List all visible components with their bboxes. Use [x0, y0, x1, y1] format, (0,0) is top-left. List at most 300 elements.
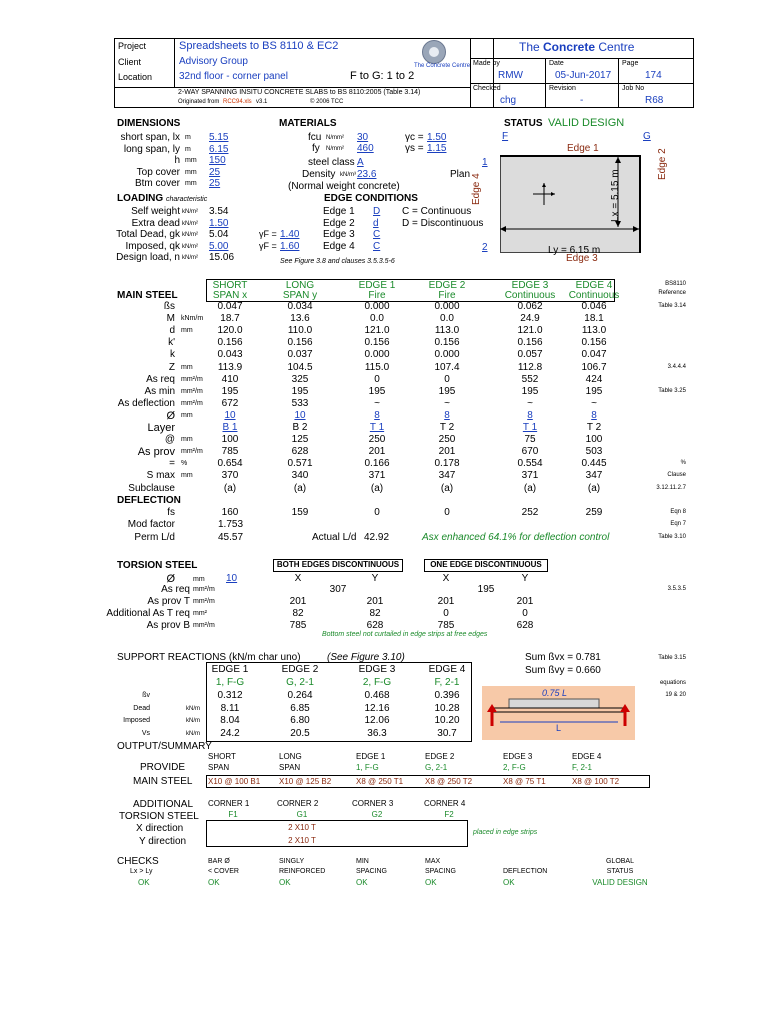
steel-value-cell: 104.5	[287, 361, 313, 373]
column-heading: EDGE 3	[511, 280, 549, 291]
steel-value-cell: 195	[438, 385, 456, 397]
x-direction-label: X direction	[136, 823, 184, 834]
steel-value-cell: T 2	[586, 422, 602, 433]
date-value: 05-Jun-2017	[555, 70, 612, 81]
torsion-steel-label: TORSION STEEL	[119, 811, 199, 822]
steel-value-cell: 370	[221, 470, 239, 482]
reactions-ref-equations: equations	[659, 680, 686, 686]
check-result: OK	[503, 878, 515, 887]
dimension-label: Btm cover	[134, 178, 180, 189]
load-label: Extra dead	[131, 217, 180, 229]
steel-value-cell: 503	[585, 446, 603, 458]
slab-subtitle: 2-WAY SPANNING INSITU CONCRETE SLABS to BS 8110:2005 (Table 3.14)	[178, 89, 421, 96]
concrete-centre-logo-icon	[422, 40, 446, 64]
reaction-row-unit: kN/m	[186, 705, 200, 712]
reaction-row-unit: kN/m	[186, 718, 200, 724]
load-value: 5.04	[209, 229, 229, 240]
steel-row-unit: mm²/m	[181, 387, 203, 395]
steel-value-cell[interactable]: T 1	[369, 422, 385, 433]
steel-value-cell: 250	[368, 434, 386, 446]
checks-title: CHECKS	[117, 856, 159, 867]
status-value: VALID DESIGN	[548, 117, 625, 129]
corner-y-steel: 2 X10 T	[288, 836, 316, 845]
steel-value-cell: 325	[291, 373, 309, 385]
one-y-value: 201	[516, 596, 534, 607]
steel-value-cell: 533	[291, 397, 309, 409]
steel-value-cell[interactable]: T 1	[522, 422, 538, 433]
deflection-note: Asx enhanced 64.1% for deflection control	[422, 532, 610, 543]
steel-value-cell: 0.034	[287, 301, 313, 312]
mod-factor-label: Mod factor	[127, 519, 175, 530]
actual-ld-value: 42.92	[364, 532, 390, 543]
steel-row-label: k	[170, 349, 175, 361]
check-heading: MAX	[425, 858, 441, 865]
steel-value-cell: B 2	[292, 422, 308, 433]
density-input[interactable]: 23.6	[357, 169, 377, 180]
gamma-c-input[interactable]: 1.50	[427, 132, 447, 143]
edge-2-label: Edge 2	[657, 148, 668, 180]
dimension-label: long span, ly	[123, 143, 180, 155]
load-value: 15.06	[209, 252, 235, 263]
steel-value-cell: 113.0	[434, 325, 460, 337]
steel-row-label: As deflection	[117, 397, 175, 409]
one-x-value: 785	[437, 620, 455, 631]
dimension-label: short span, lx	[120, 132, 180, 143]
steel-row-label: Layer	[147, 422, 175, 434]
fy-label: fy	[312, 143, 320, 154]
main-steel-label: MAIN STEEL	[133, 776, 193, 787]
output-heading: EDGE 2	[425, 752, 455, 761]
dimension-input[interactable]: 25	[209, 166, 221, 178]
corner-heading: CORNER 3	[352, 799, 394, 808]
steel-row-unit: kNm/m	[181, 315, 204, 323]
torsion-row-label: As req	[161, 584, 190, 595]
check-result: OK	[138, 878, 150, 887]
reference-note: Clause	[667, 472, 686, 479]
check-result: OK	[208, 878, 220, 887]
main-steel-title: MAIN STEEL	[117, 290, 178, 301]
steel-value-cell: (a)	[587, 482, 601, 494]
check-heading: GLOBAL	[605, 858, 634, 865]
torsion-diameter-unit: mm	[193, 576, 205, 583]
check-subheading: SPACING	[356, 868, 387, 875]
edge-condition-input[interactable]: C	[373, 229, 381, 240]
reaction-heading: EDGE 2	[281, 664, 319, 675]
edge-label: Edge 2	[323, 217, 355, 229]
steel-value-cell: 195	[368, 385, 386, 397]
fy-input[interactable]: 460	[357, 143, 374, 154]
steel-value-cell: 0.000	[364, 301, 390, 312]
checked-label: Checked	[473, 85, 501, 92]
perm-reference: Table 3.10	[658, 534, 686, 540]
steel-value-cell: 0.046	[581, 301, 607, 312]
output-title: OUTPUT/SUMMARY	[117, 741, 212, 752]
check-result: OK	[356, 878, 368, 887]
column-subheading: Continuous	[568, 290, 620, 301]
ref-subheading: Reference	[658, 290, 686, 296]
steel-value-cell: 121.0	[517, 325, 543, 337]
grid-2-label: 2	[482, 242, 488, 253]
check-subheading: < COVER	[208, 868, 239, 875]
sum-bvy: Sum ßvy = 0.660	[525, 665, 601, 676]
column-heading: SHORT	[212, 280, 248, 291]
steel-value-cell: 201	[368, 446, 386, 458]
reaction-value: 0.396	[434, 690, 460, 701]
one-edge-heading: ONE EDGE DISCONTINUOUS	[430, 560, 542, 569]
dimension-unit: mm	[185, 168, 197, 176]
revision-value: -	[580, 95, 584, 106]
steel-value-cell: 120.0	[217, 325, 243, 337]
gamma-f-input[interactable]: 1.60	[280, 240, 300, 252]
check-result: VALID DESIGN	[592, 878, 648, 887]
reaction-row-label: Dead	[133, 704, 150, 712]
steel-value-cell: 100	[221, 434, 239, 446]
load-label: Self weight	[131, 206, 180, 217]
steel-row-unit: mm²/m	[181, 399, 203, 407]
reaction-value: 0.468	[364, 690, 390, 701]
dimension-unit: m	[185, 134, 191, 141]
reaction-row-unit: kN/m	[186, 730, 200, 737]
column-heading: EDGE 4	[575, 280, 613, 291]
fs-value: 159	[291, 507, 309, 518]
both-y-value: 201	[366, 596, 384, 607]
steel-value-cell[interactable]: 8	[591, 409, 597, 421]
steel-value-cell: 371	[368, 470, 386, 482]
perm-ld-value: 45.57	[218, 532, 244, 543]
check-result: OK	[425, 878, 437, 887]
provided-steel-value: X8 @ 250 T1	[356, 777, 404, 786]
mod-reference: Eqn 7	[670, 521, 686, 527]
perm-ld-label: Perm L/d	[134, 532, 175, 543]
dimension-unit: mm	[185, 180, 197, 187]
check-subheading: REINFORCED	[279, 868, 326, 875]
edge-label: Edge 1	[323, 206, 355, 217]
reaction-value: 10.20	[434, 715, 460, 726]
fs-value: 160	[221, 507, 239, 518]
project-name: Spreadsheets to BS 8110 & EC2	[179, 40, 339, 52]
steel-value-cell: 0.000	[434, 301, 460, 312]
dimension-input[interactable]: 150	[209, 155, 226, 166]
reference-note: 3.4.4.4	[667, 363, 686, 370]
ly-dimension-label: Ly = 6.15 m	[548, 245, 601, 256]
steel-value-cell: 0.156	[517, 337, 543, 349]
steel-value-cell: 0.554	[517, 458, 543, 470]
load-label: Design load, n	[116, 252, 180, 263]
steel-value-cell: 113.0	[581, 325, 607, 337]
steel-value-cell: 340	[291, 470, 309, 482]
steel-value-cell[interactable]: 8	[374, 409, 380, 421]
load-value: 3.54	[209, 206, 229, 217]
output-heading: LONG	[279, 752, 302, 761]
edge-label: Edge 3	[323, 229, 355, 240]
density-label: Density	[302, 169, 336, 180]
made-by-label: Made by	[473, 60, 500, 67]
steel-value-cell: 0.166	[364, 458, 390, 470]
reaction-value: 30.7	[437, 727, 457, 739]
steel-value-cell: 195	[291, 385, 309, 397]
gamma-f-label: γF =	[259, 229, 277, 239]
corner-grid-ref: G2	[371, 810, 383, 819]
copyright: © 2006 TCC	[310, 99, 344, 105]
provide-label: PROVIDE	[140, 762, 186, 773]
edge-3-label: Edge 3	[566, 253, 598, 264]
steel-value-cell: 0.178	[434, 458, 460, 470]
steel-value-cell: 195	[521, 385, 539, 397]
gamma-f-input[interactable]: 1.40	[280, 229, 300, 240]
fs-value: 0	[444, 507, 450, 518]
steel-value-cell: ~	[444, 397, 450, 409]
diagram-075L-label: 0.75 L	[542, 688, 568, 698]
steel-value-cell[interactable]: 10	[224, 409, 236, 421]
steel-value-cell: 371	[521, 470, 539, 482]
both-edges-heading: BOTH EDGES DISCONTINUOUS	[276, 560, 400, 569]
output-subheading: SPAN	[208, 763, 230, 772]
steel-value-cell: 0.000	[364, 349, 390, 361]
edge-1-label: Edge 1	[567, 143, 599, 154]
steel-value-cell: ~	[591, 397, 597, 409]
steel-value-cell: 24.9	[520, 313, 540, 325]
steel-value-cell: 100	[585, 434, 603, 446]
steel-row-unit: mm²/m	[181, 375, 203, 383]
column-subheading: SPAN x	[212, 290, 248, 301]
see-figure-note: See Figure 3.8 and clauses 3.5.3.5-6	[280, 258, 395, 265]
edge-condition-input[interactable]: D	[373, 206, 381, 217]
torsion-reference: 3.5.3.5	[667, 586, 686, 592]
steel-row-label: @	[164, 434, 175, 446]
steel-value-cell: 0.156	[217, 337, 243, 349]
corner-grid-ref: F1	[228, 810, 238, 819]
gamma-s-input[interactable]: 1.15	[427, 143, 447, 154]
torsion-row-label: As prov T	[147, 596, 190, 607]
dimension-unit: m	[185, 145, 191, 153]
dimension-input[interactable]: 6.15	[209, 143, 229, 155]
check-subheading: STATUS	[606, 868, 634, 875]
torsion-title: TORSION STEEL	[117, 560, 198, 571]
mod-factor-value: 1.753	[218, 519, 244, 530]
steel-value-cell: (a)	[440, 482, 454, 494]
file-link[interactable]: RCC94.xls	[223, 99, 252, 105]
steel-value-cell: 672	[221, 397, 239, 409]
steel-value-cell: 0.000	[434, 349, 460, 361]
origin-label: Originated from	[178, 99, 220, 105]
reaction-value: 10.28	[434, 702, 460, 714]
output-subheading: G, 2-1	[425, 763, 448, 772]
output-subheading: SPAN	[279, 763, 301, 772]
reaction-value: 8.04	[220, 715, 240, 726]
edge-conditions-title: EDGE CONDITIONS	[324, 193, 418, 204]
steel-value-cell: 410	[221, 373, 239, 385]
steel-value-cell: 0.156	[364, 337, 390, 349]
made-by-value: RMW	[498, 70, 523, 81]
column-heading: LONG	[285, 280, 315, 291]
reactions-see-figure: (See Figure 3.10)	[327, 652, 405, 663]
page-value: 174	[645, 70, 662, 81]
one-value: 195	[477, 584, 495, 595]
corner-grid-ref: F2	[444, 810, 454, 819]
fcu-input[interactable]: 30	[357, 132, 369, 143]
steel-value-cell: 0.062	[517, 301, 543, 312]
steel-value-cell: (a)	[293, 482, 307, 494]
edge-condition-input[interactable]: d	[373, 217, 379, 229]
gamma-f-label: γF =	[259, 240, 277, 251]
both-y-value: 82	[369, 608, 381, 619]
steel-row-unit: mm²/m	[181, 448, 203, 456]
reference-note: Table 3.25	[658, 387, 686, 394]
reaction-value: 12.06	[364, 715, 390, 726]
loading-title: LOADING	[117, 193, 164, 204]
reaction-heading: EDGE 3	[358, 664, 396, 675]
output-heading: EDGE 4	[572, 752, 602, 761]
reaction-row-label: Imposed	[123, 717, 150, 724]
both-y-value: 628	[366, 620, 384, 631]
steel-row-label: As min	[144, 385, 175, 397]
steel-value-cell: 0.0	[440, 313, 454, 325]
one-x-value: 0	[443, 608, 449, 619]
steel-value-cell[interactable]: 8	[527, 409, 533, 421]
steel-value-cell: 0.043	[217, 349, 243, 361]
steel-value-cell[interactable]: 10	[294, 409, 306, 421]
reactions-ref-table: Table 3.15	[658, 655, 686, 661]
both-x-heading: X	[294, 573, 302, 584]
job-value: R68	[645, 95, 664, 106]
both-value: 307	[329, 584, 347, 595]
dimension-input[interactable]: 25	[209, 178, 221, 189]
steel-value-cell: 125	[291, 434, 309, 446]
steel-value-cell: 112.8	[517, 361, 543, 373]
torsion-row-unit: mm²/m	[193, 598, 215, 605]
gamma-s-label: γs =	[405, 143, 424, 154]
steel-value-cell: 0.047	[217, 301, 243, 312]
deflection-title: DEFLECTION	[117, 495, 181, 506]
one-x-heading: X	[442, 573, 450, 584]
one-y-value: 628	[516, 620, 534, 631]
column-subheading: Continuous	[504, 290, 556, 301]
fs-value: 252	[521, 507, 539, 518]
torsion-diameter-input[interactable]: 10	[226, 573, 238, 584]
steel-value-cell: 785	[221, 446, 239, 458]
reference-note: %	[680, 460, 686, 467]
density-unit: kN/m³	[340, 172, 356, 178]
project-label: Project	[118, 41, 147, 51]
output-heading: EDGE 3	[503, 752, 533, 761]
reaction-value: 36.3	[367, 727, 387, 739]
reaction-heading: EDGE 4	[428, 664, 466, 675]
steel-value-cell: 0	[374, 373, 380, 385]
reaction-diagram	[482, 686, 635, 740]
steel-value-cell[interactable]: 8	[444, 409, 450, 421]
output-subheading: F, 2-1	[572, 763, 593, 772]
gamma-c-label: γc =	[405, 132, 424, 143]
steel-row-label: M	[166, 313, 175, 325]
steel-value-cell: 670	[521, 446, 539, 458]
torsion-row-unit: mm²/m	[193, 586, 215, 593]
edge-label: Edge 4	[323, 240, 355, 252]
load-unit: kN/m²	[182, 220, 198, 227]
reaction-subheading: F, 2-1	[434, 677, 460, 688]
load-value[interactable]: 5.00	[209, 240, 229, 252]
steel-value-cell: (a)	[223, 482, 237, 494]
page-label: Page	[622, 60, 639, 67]
corner-frame	[206, 820, 468, 847]
steel-value-cell: (a)	[523, 482, 537, 494]
steel-value-cell: 115.0	[364, 361, 390, 373]
steel-row-label: Z	[168, 361, 175, 373]
fs-label: fs	[167, 507, 175, 518]
steel-value-cell: 0.445	[581, 458, 607, 470]
materials-title: MATERIALS	[279, 118, 337, 129]
client-label: Client	[118, 57, 142, 67]
steel-value-cell: 0.156	[434, 337, 460, 349]
corner-grid-ref: G1	[296, 810, 308, 819]
column-subheading: Fire	[438, 290, 456, 301]
edge-4-label: Edge 4	[471, 173, 482, 205]
reaction-value: 0.312	[217, 690, 243, 701]
check-subheading: DEFLECTION	[503, 868, 548, 875]
reaction-value: 8.11	[220, 702, 240, 714]
torsion-row-unit: mm²	[193, 610, 207, 617]
location-label: Location	[118, 72, 153, 82]
steel-value-cell: 424	[585, 373, 603, 385]
both-x-value: 201	[289, 596, 307, 607]
column-subheading: SPAN y	[282, 290, 318, 301]
torsion-diameter-label: Ø	[166, 573, 175, 585]
fcu-unit: N/mm²	[326, 135, 344, 141]
dimension-input[interactable]: 5.15	[209, 132, 229, 143]
column-heading: EDGE 1	[358, 280, 396, 291]
steel-value-cell: 0.047	[581, 349, 607, 361]
reactions-ref-numbers: 19 & 20	[665, 692, 686, 698]
one-y-heading: Y	[521, 573, 529, 584]
edge-legend: C = Continuous	[402, 206, 472, 217]
steel-value-cell[interactable]: B 1	[222, 422, 238, 433]
provided-steel-value: X8 @ 250 T2	[425, 777, 473, 786]
edge-condition-input[interactable]: C	[373, 240, 381, 252]
output-heading: EDGE 1	[356, 752, 386, 761]
steel-value-cell: 347	[438, 470, 456, 482]
steel-row-unit: mm	[181, 411, 193, 419]
steel-value-cell: 195	[221, 385, 239, 397]
reaction-subheading: 1, F-G	[215, 677, 245, 688]
output-heading: SHORT	[208, 752, 236, 761]
check-heading: BAR Ø	[208, 858, 230, 865]
steel-row-label: ßs	[163, 301, 175, 312]
y-direction-label: Y direction	[139, 836, 187, 847]
grid-G-label: G	[643, 131, 651, 142]
steel-value-cell: ~	[527, 397, 533, 409]
steel-class-input[interactable]: A	[357, 157, 364, 168]
reference-note: 3.12.11.2.7	[656, 484, 686, 491]
both-x-value: 82	[292, 608, 304, 619]
steel-row-label: As req	[146, 373, 175, 385]
placed-note: placed in edge strips	[473, 829, 538, 836]
steel-row-label: Subclause	[128, 482, 175, 494]
revision-label: Revision	[549, 85, 576, 92]
load-value[interactable]: 1.50	[209, 217, 229, 229]
check-heading: MIN	[356, 858, 369, 865]
check-result: OK	[279, 878, 291, 887]
steel-value-cell: 0.571	[287, 458, 313, 470]
steel-value-cell: 0.156	[581, 337, 607, 349]
edge-legend: D = Discontinuous	[402, 217, 484, 229]
steel-value-cell: ~	[374, 397, 380, 409]
steel-value-cell: 106.7	[581, 361, 607, 373]
output-subheading: 2, F-G	[503, 763, 526, 772]
checked-value: chg	[500, 95, 517, 106]
loading-note: characteristic	[166, 196, 208, 203]
reaction-value: 6.85	[290, 702, 310, 714]
reaction-row-label: ßv	[142, 692, 150, 699]
span-reference: F to G: 1 to 2	[350, 70, 415, 82]
